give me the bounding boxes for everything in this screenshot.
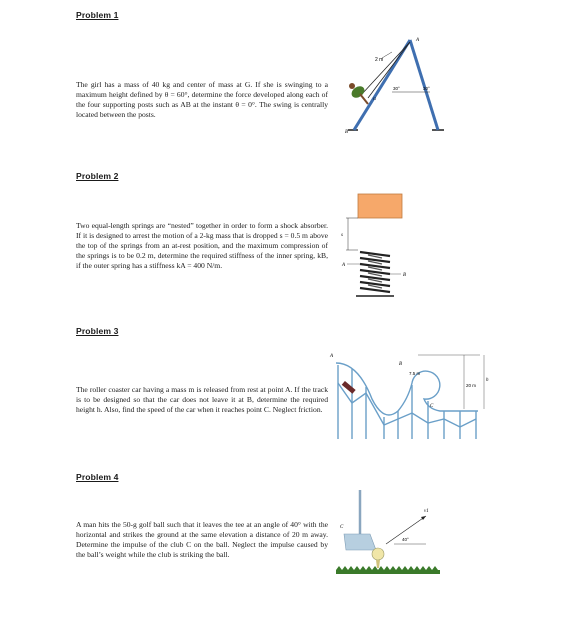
svg-text:C: C bbox=[430, 404, 434, 409]
svg-text:G: G bbox=[373, 96, 377, 101]
svg-text:7.5 m: 7.5 m bbox=[409, 371, 421, 376]
svg-text:20 m: 20 m bbox=[466, 383, 477, 388]
problem-4-text: A man hits the 50-g golf ball such that it leaves the tee at an angle of 40° with the horizontal and strikes the ground at the same elevation a distance of 20 m away. Determine the impulse of the club C on the ball. Neglect the impulse caused by the ball’s weight while the club is striking the ball. bbox=[76, 520, 328, 559]
svg-text:s: s bbox=[341, 233, 343, 238]
problem-2-text: Two equal-length springs are “nested” together in order to form a shock absorber. If it is designed to arrest the motion of a 2-kg mass that is dropped s = 0.5 m above the top of the springs from an at-rest position, and the maximum compression of the springs is to be 0.2 m, determine the required stiffness of the inner spring, kB, if the outer spring has a stiffness kA = 400 N/m. bbox=[76, 221, 328, 270]
girl-figure bbox=[349, 83, 368, 104]
svg-text:A: A bbox=[330, 354, 334, 359]
svg-text:30°: 30° bbox=[393, 86, 400, 91]
svg-text:B: B bbox=[345, 130, 349, 135]
spring-figure bbox=[338, 190, 418, 302]
ground bbox=[336, 570, 440, 574]
club-head bbox=[344, 534, 376, 550]
problem-3-heading: Problem 3 bbox=[76, 326, 119, 336]
post-right bbox=[410, 40, 438, 130]
svg-text:30°: 30° bbox=[423, 86, 430, 91]
svg-text:B: B bbox=[403, 273, 407, 278]
svg-text:C: C bbox=[340, 525, 344, 530]
problem-1-text: The girl has a mass of 40 kg and center of mass at G. If she is swinging to a maximum height defined by θ = 60°, determine the force developed along each of the four supporting posts such as AB at the instant θ = 0°. The swing is centrally located between the posts. bbox=[76, 80, 328, 119]
svg-text:A: A bbox=[416, 38, 420, 43]
mass-block bbox=[358, 194, 402, 218]
problem-2-heading: Problem 2 bbox=[76, 171, 119, 181]
svg-text:h: h bbox=[486, 378, 489, 383]
svg-text:A: A bbox=[342, 263, 346, 268]
svg-text:B: B bbox=[399, 362, 403, 367]
golf-ball bbox=[372, 548, 384, 560]
svg-text:2 m: 2 m bbox=[375, 57, 384, 63]
golf-figure bbox=[336, 488, 440, 580]
problem-4-heading: Problem 4 bbox=[76, 472, 119, 482]
svg-text:v1: v1 bbox=[424, 509, 429, 514]
problem-3-text: The roller coaster car having a mass m is released from rest at point A. If the track is to be designed so that the car does not leave it at B, determine the required height h. Also, find the speed of the car when it reaches point C. Neglect friction. bbox=[76, 385, 328, 414]
problem-1-heading: Problem 1 bbox=[76, 10, 119, 20]
roller-coaster-figure bbox=[328, 343, 498, 441]
swing-figure bbox=[340, 30, 450, 140]
svg-text:40°: 40° bbox=[402, 537, 409, 542]
